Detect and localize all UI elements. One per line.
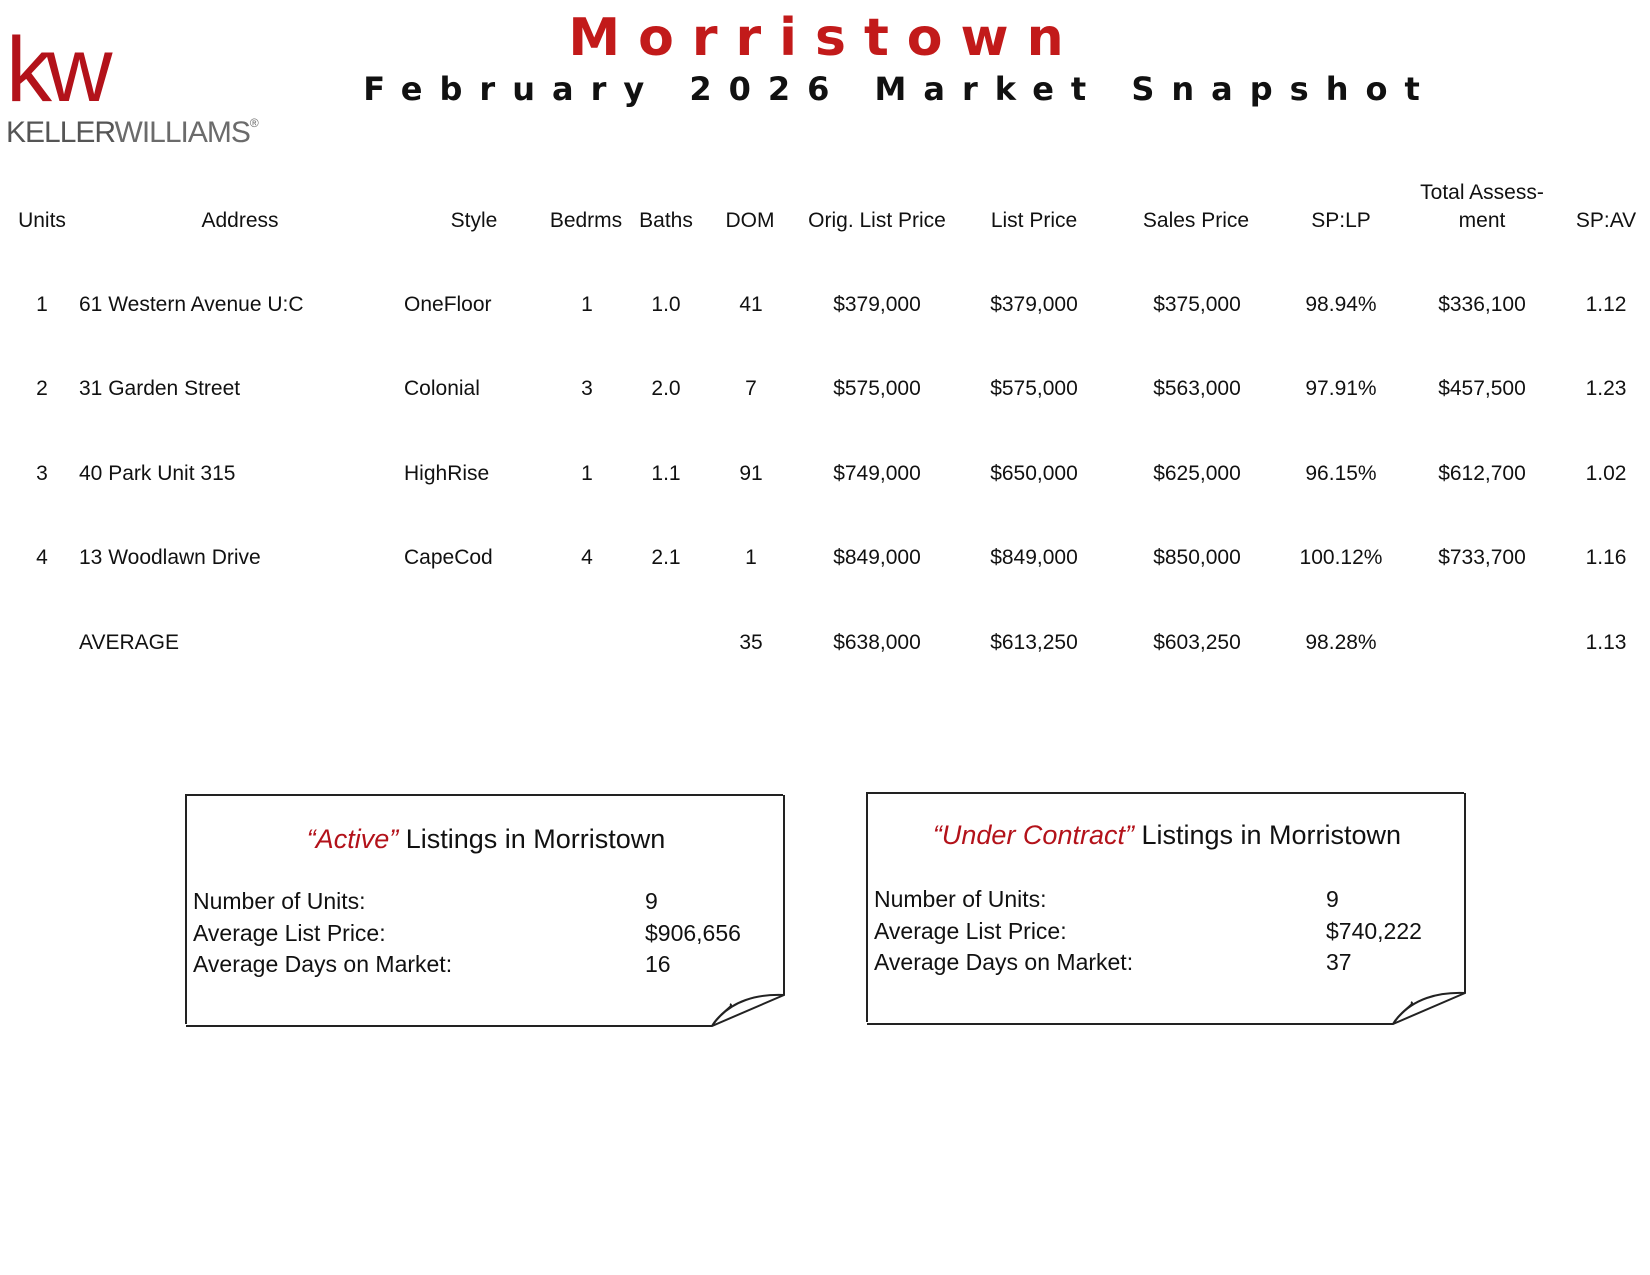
cell-list-price: $575,000 <box>990 377 1078 400</box>
cell-dom: 91 <box>739 462 763 485</box>
cell-sp-av: 1.23 <box>1585 377 1627 400</box>
cell-orig-list-price: $575,000 <box>833 377 921 400</box>
active-box-title-highlight: “Active” <box>306 824 399 854</box>
contract-box-title-rest: Listings in Morristown <box>1133 820 1402 850</box>
cell-list-price: $379,000 <box>990 293 1078 316</box>
header-sales-price: Sales Price <box>1142 209 1250 232</box>
active-units-value: 9 <box>645 888 658 914</box>
cell-sales-price: $625,000 <box>1153 462 1241 485</box>
average-sp-av: 1.13 <box>1585 631 1627 654</box>
cell-sp-av: 1.02 <box>1585 462 1627 485</box>
cell-units: 3 <box>36 462 48 485</box>
cell-sales-price: $375,000 <box>1153 293 1241 316</box>
average-list-price: $613,250 <box>990 631 1078 654</box>
cell-address: 31 Garden Street <box>79 377 241 400</box>
average-orig-list-price: $638,000 <box>833 631 921 654</box>
cell-style: Colonial <box>404 377 480 400</box>
cell-baths: 2.0 <box>651 377 681 400</box>
cell-address: 13 Woodlawn Drive <box>79 546 261 569</box>
active-avg-price-value: $906,656 <box>645 920 741 946</box>
header-sp-lp: SP:LP <box>1311 209 1371 232</box>
cell-sp-lp: 96.15% <box>1305 462 1377 485</box>
average-dom: 35 <box>739 631 763 654</box>
cell-style: OneFloor <box>404 293 492 316</box>
cell-total-assessment: $457,500 <box>1438 377 1526 400</box>
cell-dom: 1 <box>745 546 757 569</box>
active-avg-dom-label: Average Days on Market: <box>193 951 453 977</box>
header-sp-av: SP:AV <box>1575 209 1637 232</box>
header-orig-list-price: Orig. List Price <box>808 209 946 232</box>
header-list-price: List Price <box>990 209 1078 232</box>
active-box-title-rest: Listings in Morristown <box>398 824 666 854</box>
cell-sales-price: $850,000 <box>1153 546 1241 569</box>
cell-sp-av: 1.12 <box>1585 293 1627 316</box>
logo-word-williams: WILLIAMS <box>114 116 250 149</box>
header-baths: Baths <box>639 209 693 232</box>
cell-units: 4 <box>36 546 48 569</box>
header-style: Style <box>450 209 498 232</box>
contract-units-value: 9 <box>1326 886 1339 912</box>
average-label: AVERAGE <box>79 631 179 654</box>
cell-bedrms: 4 <box>581 546 593 569</box>
contract-box-title-highlight: “Under Contract” <box>932 820 1134 850</box>
cell-bedrms: 3 <box>581 377 593 400</box>
contract-avg-price-value: $740,222 <box>1326 918 1422 944</box>
logo-word-keller: KELLER <box>6 116 115 149</box>
cell-bedrms: 1 <box>581 293 593 316</box>
cell-baths: 1.0 <box>651 293 681 316</box>
contract-avg-price-label: Average List Price: <box>874 918 1067 944</box>
contract-box-title <box>868 820 1466 851</box>
cell-list-price: $849,000 <box>990 546 1078 569</box>
cell-dom: 41 <box>739 293 763 316</box>
cell-orig-list-price: $379,000 <box>833 293 921 316</box>
average-sales-price: $603,250 <box>1153 631 1241 654</box>
contract-avg-dom-label: Average Days on Market: <box>874 949 1134 975</box>
header-bedrms: Bedrms <box>549 209 623 232</box>
cell-sp-av: 1.16 <box>1585 546 1627 569</box>
cell-orig-list-price: $849,000 <box>833 546 921 569</box>
under-contract-listings-box <box>866 792 1464 1022</box>
header-dom: DOM <box>725 209 775 232</box>
cell-units: 1 <box>36 293 48 316</box>
cell-dom: 7 <box>745 377 757 400</box>
header-address: Address <box>201 209 279 232</box>
cell-total-assessment: $336,100 <box>1438 293 1526 316</box>
logo-registered: ® <box>249 116 258 130</box>
cell-total-assessment: $612,700 <box>1438 462 1526 485</box>
active-units-label: Number of Units: <box>193 888 366 914</box>
active-avg-dom-value: 16 <box>645 951 671 977</box>
cell-style: HighRise <box>404 462 490 485</box>
active-listings-box <box>185 794 783 1024</box>
cell-address: 40 Park Unit 315 <box>79 462 236 485</box>
average-sp-lp: 98.28% <box>1305 631 1377 654</box>
cell-units: 2 <box>36 377 48 400</box>
page-subtitle: February 2026 Market Snapshot <box>363 70 1437 108</box>
cell-sales-price: $563,000 <box>1153 377 1241 400</box>
kw-logo-mark: kw <box>6 19 107 121</box>
header-units: Units <box>18 209 66 232</box>
cell-sp-lp: 98.94% <box>1305 293 1377 316</box>
contract-units-label: Number of Units: <box>874 886 1047 912</box>
active-avg-price-label: Average List Price: <box>193 920 386 946</box>
cell-sp-lp: 97.91% <box>1305 377 1377 400</box>
cell-address: 61 Western Avenue U:C <box>79 293 304 316</box>
cell-baths: 2.1 <box>651 546 681 569</box>
active-box-title <box>187 824 785 855</box>
cell-style: CapeCod <box>404 546 493 569</box>
cell-sp-lp: 100.12% <box>1299 546 1383 569</box>
keller-williams-wordmark <box>6 116 258 150</box>
contract-avg-dom-value: 37 <box>1326 949 1352 975</box>
header-total-assessment: Total Assess- ment <box>1420 181 1544 232</box>
cell-bedrms: 1 <box>581 462 593 485</box>
cell-total-assessment: $733,700 <box>1438 546 1526 569</box>
cell-baths: 1.1 <box>651 462 681 485</box>
page-title: Morristown <box>568 8 1082 68</box>
cell-orig-list-price: $749,000 <box>833 462 921 485</box>
cell-list-price: $650,000 <box>990 462 1078 485</box>
